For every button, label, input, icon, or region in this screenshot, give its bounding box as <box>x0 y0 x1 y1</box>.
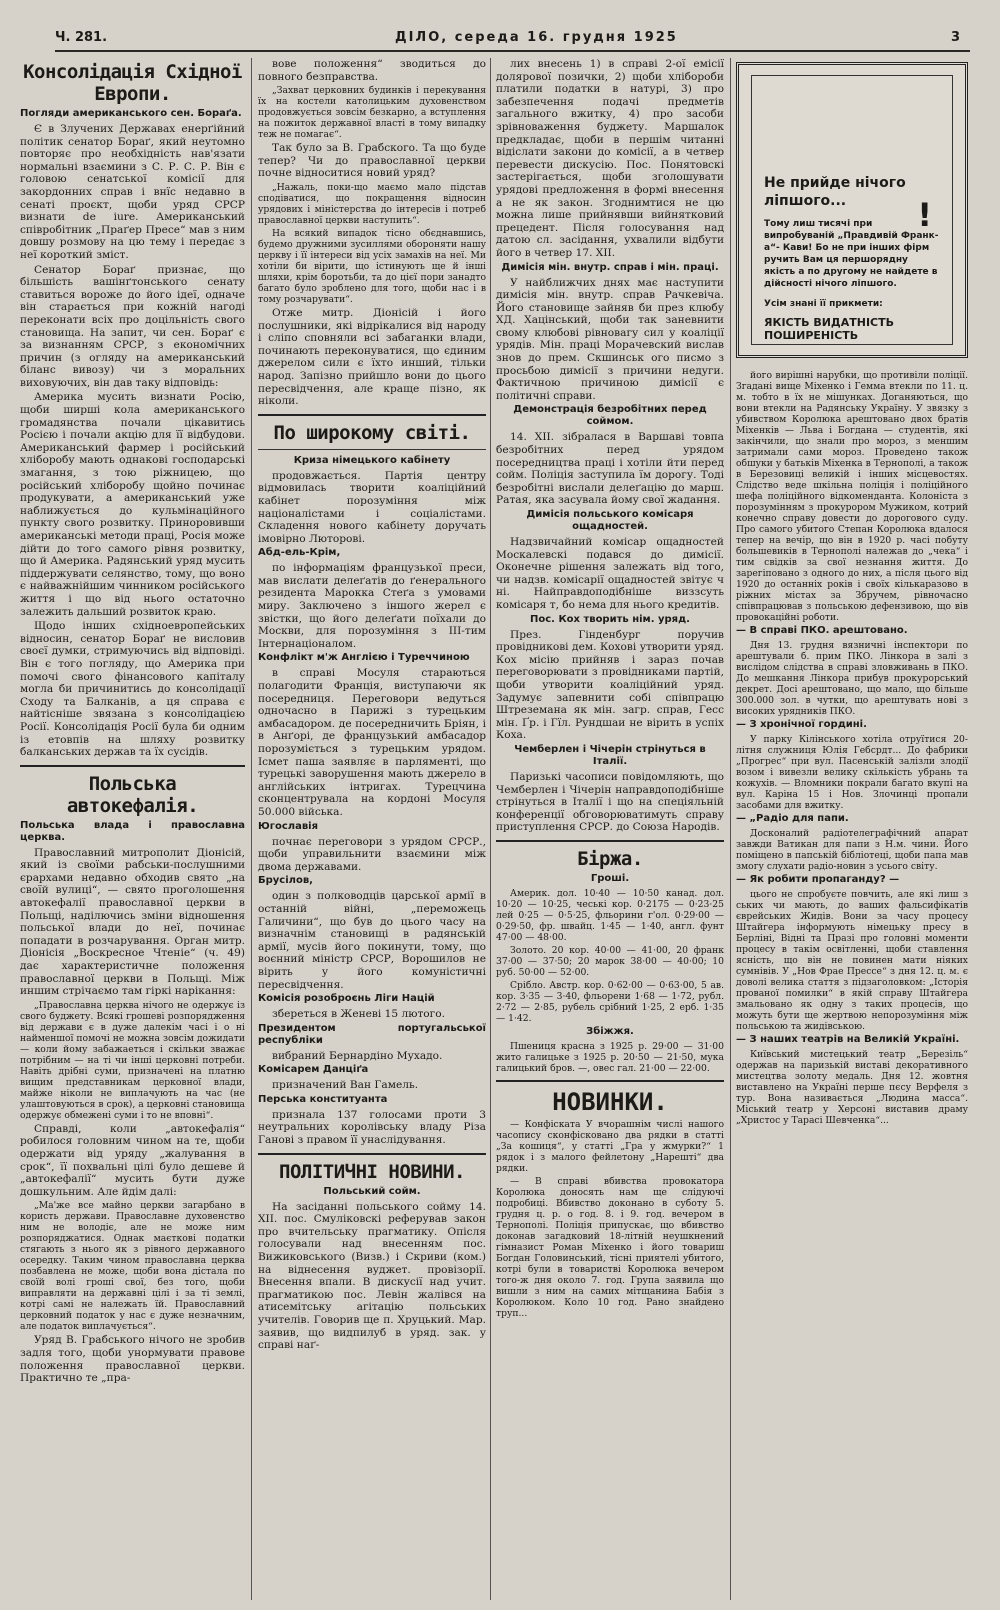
news-title: Чемберлен і Чічерін стрінуться в Італії. <box>514 743 706 767</box>
paragraph: Досконалий радіотелеграфічний апарат завжди Ватикан для папи з Н.м. чини. Його поміщено в папській бібліотеці, щоби папа мав змогу слухати радіо-новин з усього світу. <box>736 828 968 872</box>
paragraph: почнає переговори з урядом СРСР., щоби управильнити взаємини між двома державами. <box>258 835 486 873</box>
paragraph: У найближчих днях має наступити димісія мін. внутр. справ Рачкевіча. Його становище зайняв би през клюбу ХД. Хацінський, щоби так заневнити свому клюбові рівновагу сил у коаліції урядів. Мін. праці Морачевский вислав знов до прем. Скшинськ ого писмо з просьбою димісії з причини недуги. Фактичною причиною димісії є політичні справи. <box>496 276 724 402</box>
paragraph: вове положення“ зводиться до повного безправства. <box>258 58 486 83</box>
paragraph: продовжається. Партія центру відмовилась творити коаліційний кабінет порозуміння між націоналістами і соціалістами. Складення нового кабінету доручать імовірно Люторові. <box>258 469 486 545</box>
divider <box>258 449 486 450</box>
news-title: — Як робити пропаганду? — <box>736 874 900 885</box>
quote: „Нажаль, поки-що маємо мало підстав сподіватися, що покращення відносин урядових і міністерства до інтересів і потреб православної церкви наступить“. <box>258 181 486 226</box>
news-title: — „Радіо для папи. <box>736 813 849 824</box>
divider <box>496 1080 724 1082</box>
column-3 <box>496 58 724 1600</box>
column-rule <box>490 58 491 1600</box>
section-heading: ПОЛІТИЧНІ НОВИНИ. <box>279 1160 465 1183</box>
divider <box>20 765 245 767</box>
quote: „Православна церква нічого не одержує із свого буджету. Всякі грошеві розпорядження від держави є в дуже далекім часі і о ні найменшої помочі не можна зовсім дожидати — коли йому забажаеться і скільки зважає потрібним — на ті чи інші церковні потреби. Навіть дрібні суми, призначені на платню вищим представникам церковної влади, майже ніколи не виплачують на час (не улаштовуються в срок), а церковні становища одержує обмежені суми і то не вповні“. <box>20 999 245 1121</box>
column-rule <box>251 58 252 1600</box>
section-heading: По широкому світі. <box>273 421 471 444</box>
article-subheading: Польська влада і православна церква. <box>20 819 245 843</box>
paragraph: Є в Злучених Державах енерґійний політик сенатор Бораґ, який неутомно повторяє про необхідність нав'язати нормальні взаємини з С. Р. С. Р. Він є головою сенатської комісії для закордонних справ і внїс недавно в сенаті проєкт, щоби уряд СРСР визнати de iure. Американський співробітник „Праґер Пресе“ мав з ним довшу розмову на цю тему і передає з неї короткий зміст. <box>20 123 245 261</box>
divider <box>496 840 724 842</box>
news-title: Димісія мін. внутр. справ і мін. праці. <box>501 261 719 273</box>
news-title: — В справі ПКО. арештовано. <box>736 625 908 636</box>
paragraph: в справі Мосуля стараються полагодити Франція, виступаючи як посередниця. Переговори ведуться одночасно в Парижі з турецьким амбасадором. де посередничить Бріян, і в Анґорі, де французький амбасадор порозуміється з турецьким урядом. Ісмет паша заявляє в парляменті, що турецькі заворушення мають джерело в англійських інтригах. Турецчина сконцентрувала на кордоні Мосуля 50.000 війська. <box>258 667 486 818</box>
paragraph: През. Гінденбург поручив провідникові дем. Кохові утворити уряд. Кох місію прийняв і зараз почав переговорювати з провідниками партій, щоби утворити коаліційний уряд. Задумує запевнити собі співпрацю Штреземана як мін. загр. справ, Гесс мін. Ґр. і Гїл. Рундшаи не вірить в успіх Коха. <box>496 628 724 742</box>
paragraph: На засіданні польського сойму 14. XII. пос. Смуліковскі реферував закон про вчительську прагматику. Опісля голосували над внесенням пос. Вижиковського (Визв.) і Скриви (ком.) на віднесення вуджет. провізорії. Внесення впали. В дискусії над учит. прагматикою пос. Левін жалівся на атисемітську агітацію польських учителів. Говорив ще п. Хруцький. Мар. заявив, що видпилуб в уряд. зак. у справі наґ- <box>258 1200 486 1352</box>
column-2 <box>258 58 486 1600</box>
paragraph: признала 137 голосами проти 3 неутральних королівську владу Різа Ганові з правом її унаслідування. <box>258 1108 486 1147</box>
paragraph: Справді, коли „автокефалія“ робилося головним чином на те, щоби одержати від уряду „жалування в срок“, її похвальні цілі було дешеве й „автокефалії“ мусить бути дуже дошкульним. Але йдім далі: <box>20 1122 245 1198</box>
news-title: Перська конституанта <box>258 1093 388 1105</box>
divider <box>258 414 486 416</box>
news-title: Пос. Кох творить нім. уряд. <box>530 613 690 625</box>
paragraph: Отже митр. Діонісій і його послушники, які відрікалися від народу і сліпо сповняли всі забаганки влади, починають переконуватися, що єдиним джерелом сили є їхто инший, тільки народ. Запізно прийшло вони до цього пересвідчення, але краще пізно, як ніколи. <box>258 306 486 408</box>
news-title: Президентом португальської республіки <box>258 1022 486 1046</box>
column-4 <box>736 370 968 1600</box>
news-title: Югославія <box>258 820 319 832</box>
exchange-rates: Золото. 20 кор. 40·00 — 41·00, 20 франк 37·00 — 37·50; 20 марок 38·00 — 40·00; 10 руб. 50·00 — 52·00. <box>496 944 724 978</box>
news-title: Димісія польського комісаря ощадностей. <box>526 509 694 532</box>
paragraph: лих внесень 1) в справі 2-ої емісії долярової позички, 2) щоби хлібороби платили податки в натурі, 3) про забезпечення подачі предметів загального вжитку, 4) про засоби зрівноваження буджету. Маршалок предкладає, щоби в першім читанні відіслати закони до комісії, а в четвер перевести дискусію. Пос. Понятовскі застерігається, щоби зголошувати урядові предложення в формі внесення а не як закон. Згоднимтися не цю можна лише прийнявши вийнятковий прецедент. Після голосування над датою сл. засідання, ухвалили відбути його в четвер 17. XII. <box>496 58 724 259</box>
advertisement <box>736 62 968 358</box>
news-title: — З хронічної гордині. <box>736 719 867 730</box>
news-title: Брусілов, <box>258 875 313 887</box>
paragraph: Сенатор Бораґ признає, що більшість вашінґтонського сенату ставиться вороже до його ідеї, одначе він старається при кожній нагоді переконати всіх про доцільність свого становища. На запит, чи сен. Бораґ є за визнанням СРСР, з економічних причин (з огляду на американський біланс вивозу) чи з моральних виховуючих, він дав таку відповідь: <box>20 263 245 389</box>
grain-prices: Пшениця красна з 1925 р. 29·00 — 31·00 жито галицьке з 1925 р. 20·50 — 21·50, мука галицький бров. —, овес гал. 21·00 — 22·00. <box>496 1040 724 1074</box>
article-subheading: Погляди американського сен. Бораґа. <box>20 108 242 119</box>
exchange-rates: Срібло. Австр. кор. 0·62·00 — 0·63·00, 5 ав. кор. 3·35 — 3·40, фльорени 1·68 — 1·72, рубл. 2·72 — 2·85, рубель срібний 1·25, 2 ерб. 1·35 — 1·42. <box>496 979 724 1024</box>
page-header <box>55 28 970 52</box>
exclamation-mark: ! <box>917 196 932 234</box>
newspaper-title: ДІЛО, середа 16. грудня 1925 <box>395 30 678 45</box>
section-subheading: Гроші. <box>590 872 630 884</box>
ad-features: Усім знані її прикмети: <box>764 299 883 309</box>
paragraph: 14. XII. зібралася в Варшаві товпа безробітних перед урядом посередництва праці і хотіли йти перед сойм. Поліція заступила їм дорогу. Тоді безробітні вислали делеґацію до марш. Ратая, яка засувала йому свої жадання. <box>496 431 724 507</box>
paragraph: призначений Ван Гамель. <box>272 1079 419 1092</box>
news-title: Криза німецького кабінету <box>293 454 451 466</box>
paragraph: по інформаціям французької преси, мав вислати делеґатів до ґенерального резидента Марокка Стеґа з умовами миру. Заключено з іншого жерел є звістки, що його делеґати поїхали до Москви, для порозуміння з III-тим Інтернаціоналом. <box>258 562 486 650</box>
news-title: Конфлікт м'ж Англією і Туреччиною <box>258 652 470 664</box>
paragraph: У парку Кілінського хотіла отруїтися 20-літня служниця Юлія Гебсрдт... До фабрики „Прогрес“ при вул. Пасенській залізли злодії возом і вивезли велику скількість убрань та кожухів. — Вломники покрали багато вкупі на вул. Каріна 15 і Нов. Злочинці пропали засобами для вжитку. <box>736 734 968 811</box>
paragraph: Паризькі часописи повідомляють, що Чемберлен і Чічерін направдоподібніше стрінуться в Італії і що на спеціяльній конференції обговорюватимуть справу приступлення СРСР. до Союза Народів. <box>496 770 724 834</box>
article-subheading: Польський сойм. <box>323 1185 421 1197</box>
paragraph: один з полководців царської армії в останній війні, „переможець Галичини“, що був до цього часу на визначнім становищі в радянській армії, мусів його покинути, тому, що воєнний міністр СРСР, Ворошилов не вірить у його комуністичні пересвідчення. <box>258 890 486 991</box>
paragraph: Православний митрополит Діонісій, який із своїми рабськи-послушними єрархами недавно обходив свято „на своїй вулиці“, — свято проголошення автокефалії православної церкви в Польщі, наділючись зміни відношення польської влади до неї, починає попадати в розчарування. Орган митр. Діонісія „Воскресное Чтеніе“ (ч. 49) дає характеристичне положення православної церкви в Польщі. Між иншим стрічаємо там гіркі нарікання: <box>20 846 245 998</box>
quote: „Захват церковних будинків і перекування їх на костели католицьким духовенством продовжується зовсім безкарно, а вступлення на пожиток державної власті в тому випадку теж не помагає“. <box>258 85 486 141</box>
paragraph: Щодо інших східноевропейських відносин, сенатор Бораґ не висловив своєї думки, стримуючись від відповіді. Він є того погляду, що Америка при помочі свого фінансового капіталу могла би причинитись до консолідації Сходу та Балканів, а ця справа є найтісніше звязана з консолідацією Росії. Консолідація Росії була би одним із етовпів на шляху розвитку балканських держав та їх сусідів. <box>20 620 245 759</box>
paragraph: цього не спробуєте повчить, але які лиш з ських чи мають, до ваших фальсифікатів єврейських Жидів. Вони за часу процесу Штайгера інформують німецьку пресу в Берліні, Відні та Празі про головні моменти процесу в такім освітленні, щоби ставлення ясність, що він не повинен мати ніяких сумнівів. У „Нов Фрае Прессе“ з дня 12. ц. м. є доволі велика стаття з підзаголовком: „Історія прованої помилки“ в якій справу Штайгера змальовано як одну з таких процесів, що можуть бути ще жертвою непорозуміння між польською та жидівською. <box>736 889 968 1032</box>
paragraph: — Конфіската У вчорашнім числі нашого часопису сконфісковано два рядки в статті „За кошиця“, у статті „Гра у жмурки?“ 1 рядок і з малого фейлетону „Нарешті“ два рядки. <box>496 1118 724 1174</box>
issue-number: Ч. 281. <box>55 30 108 45</box>
ad-title: Не прийде нічого ліпшого... <box>764 175 906 209</box>
ad-slogan: ЯКІСТЬ ВИДАТНІСТЬ ПОШИРЕНІСТЬ <box>764 316 895 342</box>
news-title: Демонстрація безробітних перед соймом. <box>513 404 707 428</box>
ad-frame <box>751 75 953 345</box>
paragraph: Київський мистецький театр „Березіль“ одержав на паризькій виставі декоративного мистецтва золоту медаль. Дня 12. жовтня виставлено на Україні перше пєсу Верфеля з тур. Вона називається „Людина масса“. Міський театр у Херсоні виставив драму „Христос у Тарасі Шевченка“... <box>736 1049 968 1126</box>
paragraph: Уряд В. Грабського нічого не зробив задля того, щоби унормувати правове положення православної церкви. Практично те „пра- <box>20 1334 245 1385</box>
section-heading: Біржа. <box>577 847 643 870</box>
divider <box>258 1153 486 1155</box>
paragraph: його вирішні нарубки, що противіли поліції. Згадані вище Міхенко і Гемма втекли по 11. ц. м. тобто в їх не мішунках. Доганяються, що вони втекли на Радянську Україну. У звязку з убивством Королюка арештовано двох братів Міхенків — Льва і Богдана — студентів, які закінчили, що знали про мороз, з меншим затримали сами мороз. Проведено також обшуки у батьків Міхенка в Тернополі, а також в Березовиці великій і інших місцевостях. Слідство веде шкільна поліція і поліційного шефа поліційного відкоменданта. Колоніста з порозумінням з прокурором Мужиком, котрий конечно справу довести до дорогового суду. Про самого убитого Степан Королюка вдалося тепер на вечір, що він в 1920 р. часі побуту большевиків в Тернополі належав до „чека“ і тим свідків за свої незнання життя. До зарегіповано з одного до них, а після цього від 1920 до останніх років і своїх кількаразово в ріжних містах за Збручем, рівночасно співпрацював з польською дефензивою, що вів провокаційні роботи. <box>736 370 968 623</box>
paragraph: — В справі вбивства провокатора Королюка доносять нам ще слідуючі подробиці. Вбивство доконано в суботу 5. грудня ц. р. о год. 8. і 9. год. вечером в Тернополі. Поліція припускає, що вбивство доконав загадковий 18-літній неушкнений гімназист Роман Міхенко і його товариш Богдан Головинський, тісні приятелі убитого, котрі були в товаристві Королюка вечером того-ж дня около 7. год. Група заявила що вишли з ним на самих мітщанина Бабія з Королюком. Коло 10 год. Рано знайдено труп... <box>496 1175 724 1319</box>
section-heading: НОВИНКИ. <box>552 1087 668 1116</box>
paragraph: Дня 13. грудня вязничні інспектори по арештували б. прим ПКО. Лінкора в залі з вислідом слідства в справі зловживань в ПКО. До мешкання Лінкора прибув прокурорський декрет. Досі арештовано, що мало, що більше 300.000 зол. в чутки, що арештувать нові з високих урядників ПКО. <box>736 640 968 717</box>
article-heading: Консолідація Східної Европи. <box>23 61 242 105</box>
ad-text: Тому лиш тисячі при випробуваній „Правдивій Франк-а“- Кави! Бо не при інших фірм ручить Вам ця першорядну якість а по другому не найдете в дійсності нічого ліпшого. <box>764 219 939 289</box>
news-title: Комісарем Данціґа <box>258 1064 369 1076</box>
news-title: — З наших театрів на Великій Україні. <box>736 1034 960 1045</box>
paragraph: Так було за В. Грабского. Та що буде тепер? Чи до православної церкви почне відноситися новий уряд? <box>258 142 486 180</box>
page-number: 3 <box>950 30 960 45</box>
news-title: Абд-ель-Крім, <box>258 547 341 559</box>
exchange-rates: Америк. дол. 10·40 — 10·50 канад. дол. 10·20 — 10·25, чеські кор. 0·2175 — 0·23·25 лей 0·25 — 0·5·25, фльорини г'ол. 0·29·00 — 0·29·50, фр. швайц. 1·45 — 1·40, англ. фунт 47·00 — 48·00. <box>496 887 724 943</box>
news-title: Комісія розоброєнь Ліги Націй <box>258 993 435 1005</box>
paragraph: Надзвичайний комісар ощадностей Москалевскі подався до димісії. Оконечне рішення залежать від того, чи надзв. комісарії ощадностей звітує ч ні. Найправдоподібніше виззсуть комісаря т, бо нема для нього кредитів. <box>496 536 724 611</box>
quote: „Ма'же все майно церкви загарбано в користь держави. Православне духовенство ним не володіє, але не може ним розпоряджатися. Однак маєткові податки стягають з нього як з рівного державного осередку. Таким чином православна церква позбавлена не може, щоби вона дістала по своїй волі гроші свої, без того, щоби виправляти на державні цілі і за ті землі, котрі самі не належать їй. Православний церковний податок у нас є дуже незначним, але податок виплачується“. <box>20 1200 245 1333</box>
article-heading: Польська автокефалія. <box>66 772 199 817</box>
section-subheading: Збіжжя. <box>586 1025 634 1037</box>
quote: На всякий випадок тісно обєднавшись, будемо дружними зусиллями обороняти нашу церкву і її інтереси від усіх замахів на неї. Ми хотіли би вірити, що істинують ще й інші шляхи, крім боротьби, та до цієї пори занадто багато було зроблено для того, щоби нас і в тому розчарувати“. <box>258 227 486 305</box>
paragraph: Америка мусить визнати Росію, щоби ширші кола американського громадянства почали цікавитись Росією і почали акцію для її відбудови. Американський фармер і російський хліборобу мають однакові господарські змагання, з тою ріжницею, що російський хліборобу щойно починає продукувати, а американський уже наближується до кульмінаційного пункту свого розвитку. Приноровивши американські методи праці, Росія може дійти до того самого рівня розвитку, що й Америка. Радянський уряд мусить піддержувати селянство, тому, що воно є найважнійшим чинником російського життя і що від нього остаточно залежить дальший розвиток краю. <box>20 391 245 618</box>
paragraph: збереться в Женеві 15 лютого. <box>272 1008 445 1021</box>
paragraph: вибраний Бернардіно Мухадо. <box>272 1049 443 1062</box>
column-rule <box>730 58 731 1600</box>
column-1 <box>20 58 245 1600</box>
